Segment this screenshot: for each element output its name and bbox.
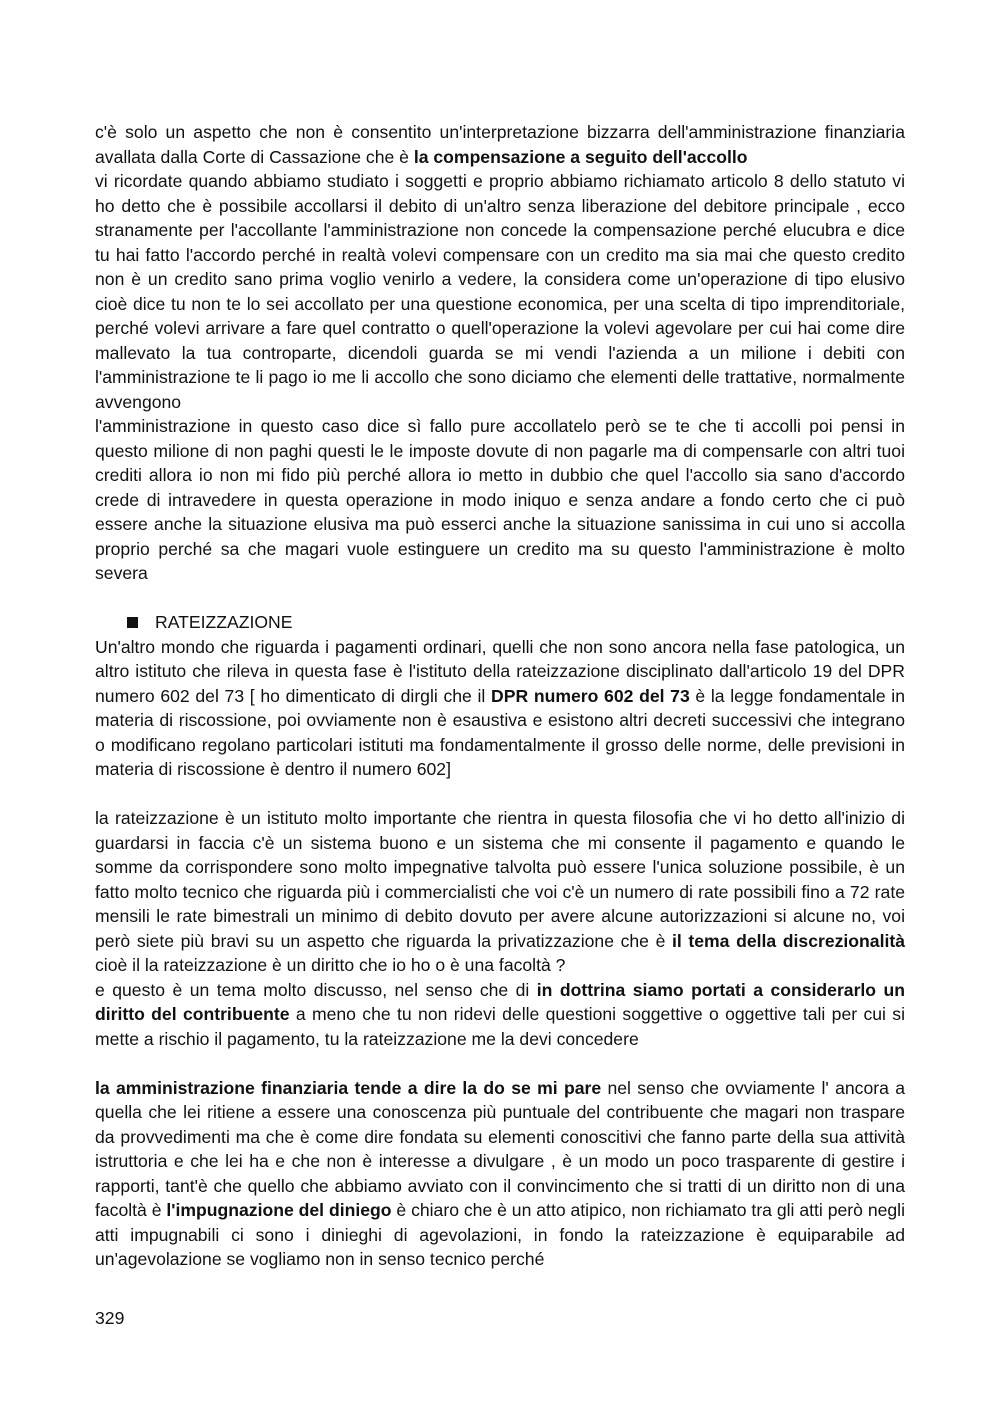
document-body xyxy=(95,120,905,1272)
spacer xyxy=(95,586,905,611)
bold-phrase: il tema della discrezionalità xyxy=(672,930,906,951)
paragraph-amministrazione: l'amministrazione in questo caso dice sì fallo pure accollatelo però se te che ti accolli poi pensi in questo milione di non paghi questi le le imposte dovute di non pagarle ma di compensarle con altri tuoi crediti allora io non mi fido più perché allora io metto in dubbio che quel l'accollo sia sano d'accordo crede di intravedere in questa operazione in modo iniquo e senza andare a fondo certo che ci può essere anche la situazione elusiva ma può esserci anche la situazione sanissima in cui uno si accolla proprio perché sa che magari vuole estinguere un credito ma su questo l'amministrazione è molto severa xyxy=(95,416,905,583)
bold-phrase: DPR numero 602 del 73 xyxy=(491,685,690,706)
text-run: c'è solo un aspetto che non è consentito un'interpretazione bizzarra dell'amministrazione finanziaria avallata dalla Corte di Cassazione che è xyxy=(95,122,905,167)
paragraph-rateizzazione-importance xyxy=(95,806,905,978)
paragraph-dottrina xyxy=(95,978,905,1052)
text-run: e questo è un tema molto discusso, nel senso che di xyxy=(95,979,537,1000)
bold-phrase: la compensazione a seguito dell'accollo xyxy=(413,146,748,167)
section-heading xyxy=(127,610,905,635)
square-bullet-icon xyxy=(127,617,138,628)
page-number: 329 xyxy=(95,1308,125,1328)
text-run: la rateizzazione è un istituto molto importante che rientra in questa filosofia che vi ho detto all'inizio di guardarsi in faccia c'è un sistema buono e un sistema che mi consente il pagamento e quando le somme da corrispondere sono molto impegnative talvolta può essere l'unica soluzione possibile, è un fatto molto tecnico che riguarda più i commercialisti che voi c'è un numero di rate possibili fino a 72 rate mensili le rate bimestrali un minimo di debito dovuto per avere alcune autorizzazioni si alcune no, voi però siete più bravi su un aspetto che riguarda la privatizzazione che è xyxy=(95,808,905,951)
text-run: Un'altro mondo che riguarda i pagamenti ordinari, quelli che non sono ancora nella fase patologica, un altro istituto che rileva in questa fase è l'istituto della rateizzazione disciplinato dall'articolo 19 del DPR numero 602 del 73 [ ho dimenticato di dirgli che il xyxy=(95,636,905,706)
text-run: nel senso che ovviamente l' ancora a quella che lei ritiene a essere una conoscenza più puntuale del contribuente che magari non traspare da provvedimenti ma che è come dire fondata su elementi conoscitivi che fanno parte della sua attività istruttoria e che lei ha e che non è interesse a divulgare , è un modo un poco trasparente di gestire i rapporti, tant'è che quello che abbiamo avviato con il convincimento che si tratti di un diritto non di una facoltà è xyxy=(95,1077,905,1220)
text-run: è la legge fondamentale in materia di riscossione, poi ovviamente non è esaustiva e esistono altri decreti successivi che integrano o modificano regolano particolari istituti ma fondamentalmente il grosso delle norme, delle previsioni in materia di riscossione è dentro il numero 602] xyxy=(95,685,905,779)
paragraph-amministrazione-finanziaria xyxy=(95,1076,905,1272)
bold-phrase: l'impugnazione del diniego xyxy=(166,1200,392,1220)
text-run: a meno che tu non ridevi delle questioni soggettive o oggettive tali per cui si mette a rischio il pagamento, tu la rateizzazione me la devi concedere xyxy=(95,1004,905,1049)
heading-label: RATEIZZAZIONE xyxy=(155,612,293,632)
spacer xyxy=(95,1051,905,1076)
paragraph-accollo-explanation: vi ricordate quando abbiamo studiato i soggetti e proprio abbiamo richiamato articolo 8 dello statuto vi ho detto che è possibile accollarsi il debito di un'altro senza liberazione del debitore principale , ecco stranamente per l'accollante l'amministrazione non concede la compensazione perché elucubra e dice tu hai fatto l'accordo perché in realtà volevi compensare con un credito ma sia mai che questo credito non è un credito sano prima voglio venirlo a vedere, la considera come un'operazione di tipo elusivo cioè dice tu non te lo sei accollato per una questione economica, per una scelta di tipo imprenditoriale, perché volevi arrivare a fare quel contratto o quell'operazione la volevi agevolare per cui hai come dire mallevato la tua controparte, dicendoli guarda se mi vendi l'azienda a un milione i debiti con l'amministrazione te li pago io me li accollo che sono diciamo che elementi delle trattative, normalmente avvengono xyxy=(95,171,905,412)
spacer xyxy=(95,782,905,807)
paragraph-rateizzazione-intro xyxy=(95,635,905,782)
text-run: cioè il la rateizzazione è un diritto che io ho o è una facoltà ? xyxy=(95,955,566,975)
bold-phrase: in dottrina siamo portati a considerarlo un diritto del contribuente xyxy=(95,979,905,1024)
bold-phrase: la amministrazione finanziaria tende a dire la do se mi pare xyxy=(95,1077,602,1098)
text-run: è chiaro che è un atto atipico, non richiamato tra gli atti però negli atti impugnabili ci sono i dinieghi di agevolazioni, in fondo la rateizzazione è equiparabile ad un'agevolazione se vogliamo non in senso tecnico perché xyxy=(95,1200,905,1269)
paragraph-accollo-intro xyxy=(95,120,905,169)
